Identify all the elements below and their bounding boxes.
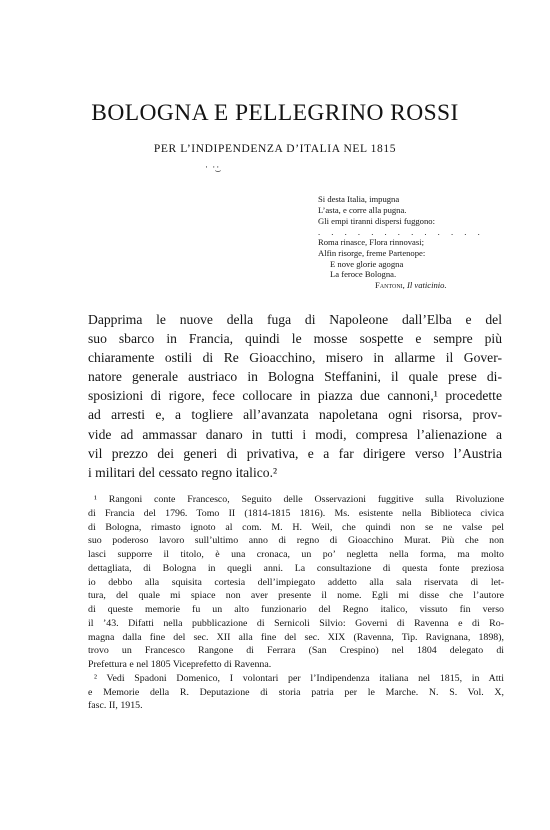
epigraph-work: Il vaticinio. — [406, 280, 447, 291]
body-line: vil prezzo dei generi di privativa, e a far dirigere verso l’Austria — [88, 445, 502, 461]
body-paragraph — [88, 310, 502, 482]
body-line: Dapprima le nuove della fuga di Napoleone dall’Elba e del — [88, 312, 502, 327]
footnote-1-line: tura, del quale mi spiace non aver presente il nome. Egli mi disse che l’autore — [88, 590, 504, 602]
footnote-1-line: io debbo alla squisita cortesia dell’impiegato addetto alla sala riservata di let- — [88, 576, 504, 588]
epigraph-line: Roma rinasce, Flora rinnovasi; — [318, 236, 424, 247]
footnote-1-line: magna dalla fine del sec. XII alla fine del sec. XIX (Ravenna, Tip. Ravignana, 1898), — [88, 631, 504, 643]
footnote-1-line: trovo un Francesco Rangone di Ferrara (San Crespino) nel 1804 delegato di — [88, 645, 504, 657]
epigraph-author: Fantoni, — [375, 280, 405, 291]
page-title: BOLOGNA E PELLEGRINO ROSSI — [91, 100, 459, 126]
body-line: sposizioni di rigore, fece collocare in piazza due cannoni,¹ procedette — [88, 388, 502, 404]
page-subtitle: PER L’INDIPENDENZA D’ITALIA NEL 1815 — [153, 143, 397, 155]
footnote-1-line: dettagliata, di Bologna in quegli anni. La consultazione di questa fonte preziosa — [88, 562, 504, 574]
epigraph-line: Alfin risorge, freme Partenope: — [318, 247, 426, 258]
footnote-2-line: fasc. II, 1915. — [88, 700, 143, 712]
body-line: natore generale austriaco in Bologna Steffanini, il quale prese di- — [88, 369, 502, 385]
body-line: vide ad ammassar danaro in tutti i modi, compresa l’alienazione a — [88, 426, 502, 442]
footnote-1-line: lasci supporre il titolo, è una cronaca, un po’ negletta nella forma, ma molto — [88, 549, 504, 560]
footnote-1-line: il ’43. Difatti nella pubblicazione di Sernicoli Silvio: Governi di Ravenna e di Ro- — [88, 617, 504, 629]
footnote-2-line: e Memorie della R. Deputazione di storia patria per le Marche. N. S. Vol. X, — [88, 686, 504, 698]
footnote-1-line: di Bologna, rimasto ignoto al com. M. H. Weil, che quindi non se ne valse pel — [88, 521, 504, 533]
body-line: chiaramente ostili di Re Gioacchino, misero in allarme il Gover- — [88, 350, 502, 366]
body-line: ad arresti e, a togliere all’avanzata napoletana ogni risorsa, prov- — [88, 407, 502, 423]
epigraph — [318, 194, 518, 291]
footnote-1-line: Prefettura e nel 1805 Viceprefetto di Ravenna. — [88, 659, 272, 670]
epigraph-line: Gli empi tiranni dispersi fuggono: — [318, 215, 435, 226]
body-line: suo sbarco in Francia, quindi le mosse sospette e sempre più — [88, 331, 502, 347]
epigraph-attribution — [318, 280, 518, 291]
title-ornament: · ·͜· — [205, 162, 221, 172]
body-line: i militari del cessato regno italico.² — [88, 464, 278, 480]
epigraph-ellipsis: . . . . . . . . . . . . . — [318, 226, 485, 237]
epigraph-line: L’asta, e corre alla pugna. — [318, 204, 407, 215]
epigraph-line: La feroce Bologna. — [330, 269, 397, 280]
footnote-1-line: suo poderoso lavoro sull’ultimo anno di regno di Gioacchino Murat. Più che non — [88, 535, 504, 547]
footnote-2-line: ² Vedi Spadoni Domenico, I volontari per l’Indipendenza italiana nel 1815, in Atti — [94, 672, 504, 684]
epigraph-line: Si desta Italia, impugna — [318, 194, 400, 204]
footnotes — [88, 493, 504, 713]
footnote-1-line: ¹ Rangoni conte Francesco, Seguito delle Osservazioni fuggitive sulla Rivoluzione — [94, 494, 504, 505]
epigraph-line: E nove glorie agogna — [330, 258, 404, 269]
footnote-1-line: di Francia del 1796. Tomo II (1814-1815 1816). Ms. esistente nella Biblioteca civica — [88, 507, 504, 519]
footnote-1-line: di queste memorie fu un alto funzionario del Regno italico, vissuto fin verso — [88, 604, 504, 615]
